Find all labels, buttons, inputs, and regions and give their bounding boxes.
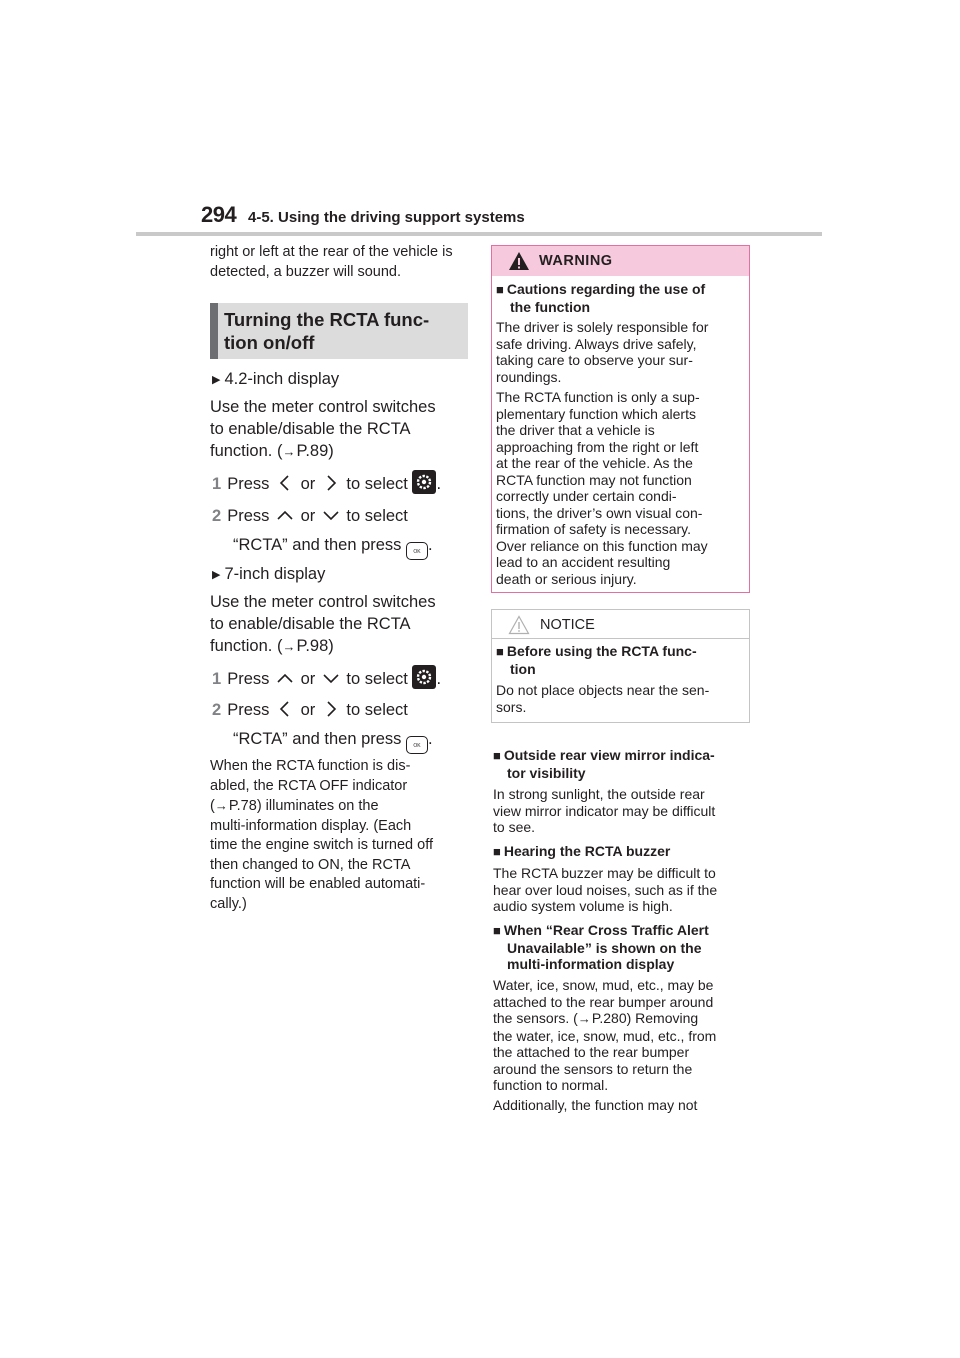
right-arrow-icon: → (214, 798, 228, 813)
page-number: 294 (201, 202, 237, 227)
buzzer-text: The RCTA buzzer may be difficult to hear over loud noises, such as if the audio system volume is high. (493, 865, 718, 914)
section-heading-line2: tion on/off (224, 332, 315, 353)
notice-subheading: ■ Before using the RCTA func- tion (496, 643, 697, 677)
gear-icon (412, 665, 436, 689)
mirror-visibility-text: In strong sunlight, the outside rear view mirror indicator may be difficult to see. (493, 786, 716, 835)
chevron-left-icon (274, 699, 296, 719)
notice-divider (492, 638, 749, 639)
intro-text-content: right or left at the rear of the vehicle is detected, a buzzer will sound. (210, 244, 453, 280)
step-number: 1 (212, 475, 222, 493)
use-line-3: function. (→P.89) (210, 442, 334, 460)
step-number: 2 (212, 507, 222, 525)
step-1-7: 1 Press or to select . (212, 665, 441, 690)
black-square-icon: ■ (493, 923, 501, 938)
display-42-text: 4.2-inch display (224, 370, 340, 388)
warning-paragraph-2: The RCTA function is only a sup- plementary function which alerts the driver that a vehicle is approaching from the right or left at the rear of the vehicle. As the RCTA function may not function correctly under certain condi- tions, the driver’s own visual con- firmation of safety is necessary. Over reliance on this function may lead to an accident resulting death or serious injury. (496, 389, 708, 587)
black-square-icon: ■ (496, 644, 504, 659)
ok-button-icon: OK (406, 542, 428, 560)
caution-triangle-icon (508, 615, 530, 635)
use-line-1: Use the meter control switches (210, 398, 436, 416)
unavailable-heading: ■ When “Rear Cross Traffic Alert Unavailable” is shown on the multi-information display (493, 922, 709, 972)
notice-paragraph: Do not place objects near the sen- sors. (496, 682, 710, 715)
rcta-off-note: When the RCTA function is dis- abled, the RCTA OFF indicator (→P.78) illuminates on the multi-information display. (Each time the engine switch is turned off then changed to ON, the RCTA function will be enabled automati- cally.) (210, 758, 433, 912)
step-2-7: 2 Press or to select (212, 701, 408, 719)
use-text-7 (210, 591, 472, 658)
step-2-42-cont: “RCTA” and then press OK . (233, 534, 433, 560)
chevron-up-icon (274, 668, 296, 688)
page-ref-89[interactable]: P.89 (296, 442, 329, 460)
step-number: 2 (212, 701, 222, 719)
triangle-right-icon: ▶ (212, 374, 221, 386)
black-square-icon: ■ (493, 748, 501, 763)
section-title: 4-5. Using the driving support systems (248, 209, 525, 226)
header-rule (136, 232, 822, 236)
warning-paragraph-1: The driver is solely responsible for safe driving. Always drive safely, taking care to observe your sur- roundings. (496, 319, 709, 385)
unavailable-text: Water, ice, snow, mud, etc., may be attached to the rear bumper around the sensors. (→P.280) Removing the water, ice, snow, mud, etc., from the attached to the rear bumper around the sensors to return the function to normal. (493, 977, 717, 1093)
step-1-42: 1 Press or to select . (212, 470, 441, 495)
step-2-7-cont: “RCTA” and then press OK . (233, 728, 433, 754)
use-line-2: to enable/disable the RCTA (210, 615, 411, 633)
additionally-text: Additionally, the function may not (493, 1097, 698, 1113)
right-arrow-icon: → (282, 639, 296, 654)
intro-text (210, 243, 472, 282)
page-ref-98[interactable]: P.98 (296, 637, 329, 655)
step-2-42: 2 Press or to select (212, 507, 408, 525)
chevron-left-icon (274, 473, 296, 493)
ok-button-icon: OK (406, 736, 428, 754)
mirror-visibility-heading: ■ Outside rear view mirror indica- tor visibility (493, 747, 715, 781)
gear-icon (412, 470, 436, 494)
warning-triangle-icon (508, 251, 530, 271)
notice-title: NOTICE (540, 617, 595, 633)
chevron-right-icon (320, 473, 342, 493)
use-line-2: to enable/disable the RCTA (210, 420, 411, 438)
warning-header (492, 246, 749, 276)
chevron-down-icon (320, 505, 342, 525)
warning-title: WARNING (539, 253, 613, 269)
black-square-icon: ■ (493, 844, 501, 859)
right-arrow-icon: → (577, 1011, 591, 1026)
triangle-right-icon: ▶ (212, 569, 221, 581)
page-ref-280[interactable]: P.280 (591, 1010, 627, 1026)
page-ref-78[interactable]: P.78 (228, 798, 257, 814)
black-square-icon: ■ (496, 282, 504, 297)
chevron-down-icon (320, 668, 342, 688)
buzzer-heading: ■ Hearing the RCTA buzzer (493, 843, 671, 859)
chevron-right-icon (320, 699, 342, 719)
step-number: 1 (212, 670, 222, 688)
display-7-text: 7-inch display (224, 565, 326, 583)
use-line-1: Use the meter control switches (210, 593, 436, 611)
use-line-3: function. (→P.98) (210, 637, 334, 655)
warning-subheading: ■ Cautions regarding the use of the function (496, 281, 706, 315)
section-heading-line1: Turning the RCTA func- (224, 309, 430, 330)
right-arrow-icon: → (282, 444, 296, 459)
section-heading (224, 308, 464, 354)
display-7-label (212, 563, 325, 586)
use-text-42 (210, 396, 472, 463)
chevron-up-icon (274, 505, 296, 525)
display-42-label (212, 368, 339, 391)
